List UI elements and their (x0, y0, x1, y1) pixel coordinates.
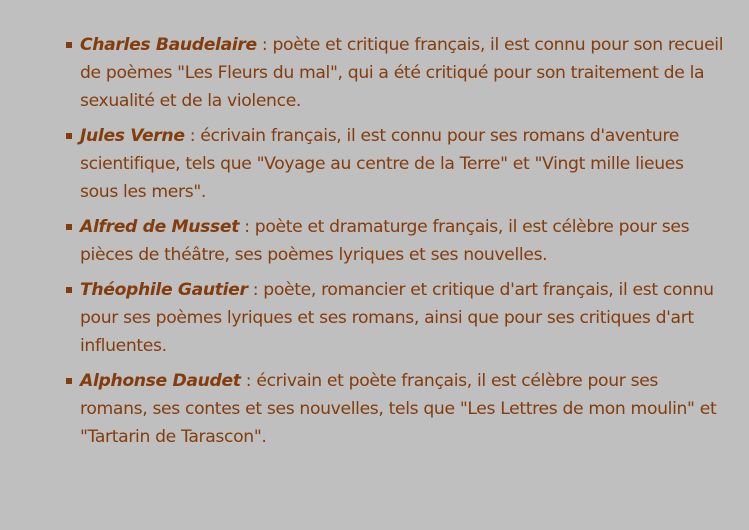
list-item-baudelaire (64, 31, 724, 115)
author-name: Jules Verne (80, 126, 185, 146)
square-bullet-icon (66, 287, 72, 293)
square-bullet-icon (66, 224, 72, 230)
author-name: Alfred de Musset (80, 217, 240, 237)
square-bullet-icon (66, 42, 72, 48)
author-description: : poète et critique français, il est connu pour son recueil de poèmes "Les Fleurs du mal", qui a été critiqué pour son traitement de la sexualité et de la violence. (80, 35, 724, 111)
list-item-daudet (64, 367, 724, 451)
square-bullet-icon (66, 133, 72, 139)
author-name: Charles Baudelaire (80, 35, 257, 55)
author-description: : poète et dramaturge français, il est célèbre pour ses pièces de théâtre, ses poèmes lyriques et ses nouvelles. (80, 217, 690, 265)
author-description: : écrivain français, il est connu pour ses romans d'aventure scientifique, tels que "Voyage au centre de la Terre" et "Vingt mille lieues sous les mers". (80, 126, 684, 202)
list-item-gautier (64, 276, 724, 360)
author-name: Alphonse Daudet (80, 371, 241, 391)
author-description: : écrivain et poète français, il est célèbre pour ses romans, ses contes et ses nouvelles, tels que "Les Lettres de mon moulin" et "Tartarin de Tarascon". (80, 371, 717, 447)
author-name: Théophile Gautier (80, 280, 248, 300)
square-bullet-icon (66, 378, 72, 384)
author-description: : poète, romancier et critique d'art français, il est connu pour ses poèmes lyriques et ses romans, ainsi que pour ses critiques d'art influentes. (80, 280, 714, 356)
list-item-musset (64, 213, 724, 269)
list-item-verne (64, 122, 724, 206)
authors-list (64, 31, 724, 458)
